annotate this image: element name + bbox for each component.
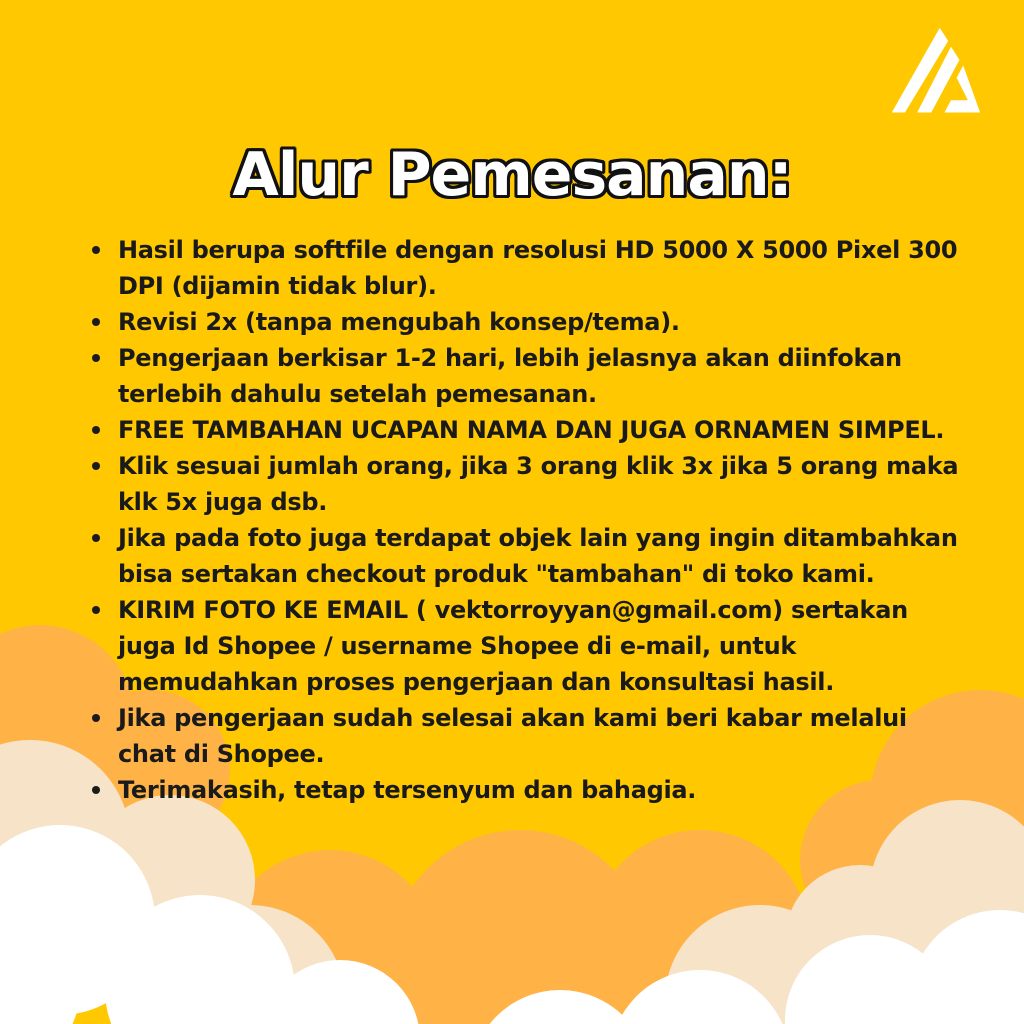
list-item: Jika pada foto juga terdapat objek lain yang ingin ditambahkan bisa sertakan checkout produk "tambahan" di toko kami.: [92, 520, 962, 592]
list-item: Hasil berupa softfile dengan resolusi HD 5000 X 5000 Pixel 300 DPI (dijamin tidak blur).: [92, 232, 962, 304]
list-item: Jika pengerjaan sudah selesai akan kami beri kabar melalui chat di Shopee.: [92, 700, 962, 772]
list-item: KIRIM FOTO KE EMAIL ( vektorroyyan@gmail.com) sertakan juga Id Shopee / username Shopee di e-mail, untuk memudahkan proses pengerjaan dan konsultasi hasil.: [92, 592, 962, 700]
order-steps-list: [92, 232, 962, 808]
geometric-triangle-logo-icon: [888, 26, 982, 120]
list-item: Terimakasih, tetap tersenyum dan bahagia.: [92, 772, 962, 808]
list-item: FREE TAMBAHAN UCAPAN NAMA DAN JUGA ORNAMEN SIMPEL.: [92, 412, 962, 448]
list-item: Pengerjaan berkisar 1-2 hari, lebih jelasnya akan diinfokan terlebih dahulu setelah pemesanan.: [92, 340, 962, 412]
list-item: Revisi 2x (tanpa mengubah konsep/tema).: [92, 304, 962, 340]
page-title: Alur Pemesanan:: [232, 140, 792, 210]
list-item: Klik sesuai jumlah orang, jika 3 orang klik 3x jika 5 orang maka klk 5x juga dsb.: [92, 448, 962, 520]
